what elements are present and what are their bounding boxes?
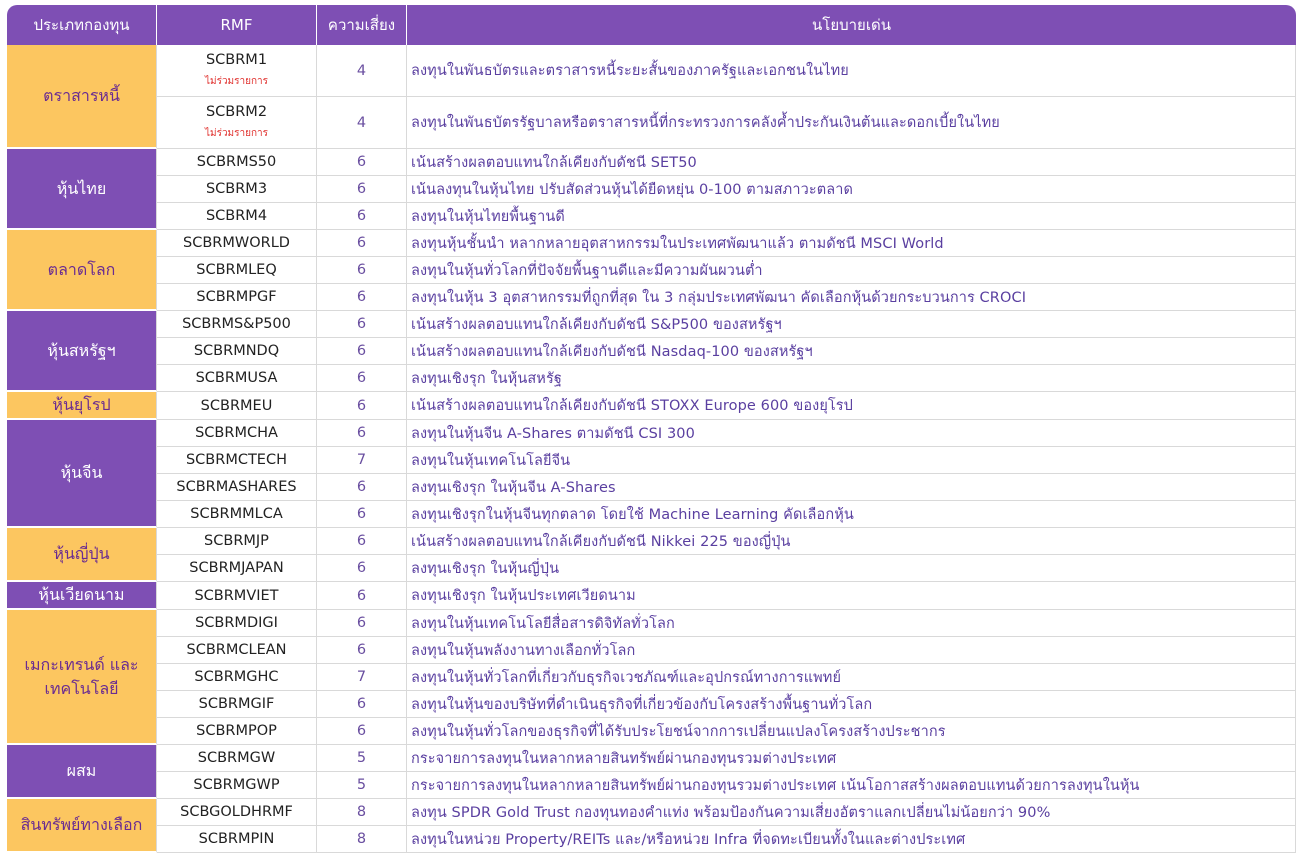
table-row xyxy=(7,284,1296,311)
fund-code: SCBRMCTECH xyxy=(185,452,288,468)
category-cell: หุ้นยุโรป xyxy=(7,392,157,420)
fund-code: SCBRM4 xyxy=(205,208,268,224)
fund-code-cell xyxy=(157,45,317,97)
policy-cell: ลงทุนในหุ้นทั่วโลกที่เกี่ยวกับธุรกิจเวชภัณฑ์และอุปกรณ์ทางการแพทย์ xyxy=(407,664,1296,691)
policy-cell: ลงทุนเชิงรุก ในหุ้นสหรัฐ xyxy=(407,365,1296,392)
policy-cell: เน้นสร้างผลตอบแทนใกล้เคียงกับดัชนี S&P500 ของสหรัฐฯ xyxy=(407,311,1296,338)
risk-level-cell: 6 xyxy=(317,582,407,610)
risk-level-cell: 6 xyxy=(317,392,407,420)
policy-cell: เน้นสร้างผลตอบแทนใกล้เคียงกับดัชนี SET50 xyxy=(407,149,1296,176)
fund-code-cell xyxy=(157,257,317,284)
risk-level-cell: 6 xyxy=(317,718,407,745)
policy-cell: ลงทุนในหุ้นพลังงานทางเลือกทั่วโลก xyxy=(407,637,1296,664)
table-row xyxy=(7,582,1296,610)
category-cell: ตราสารหนี้ xyxy=(7,45,157,149)
risk-level-cell: 4 xyxy=(317,45,407,97)
policy-cell: ลงทุนในหุ้นไทยพื้นฐานดี xyxy=(407,203,1296,230)
table-row xyxy=(7,555,1296,582)
fund-code-cell xyxy=(157,203,317,230)
fund-code-cell xyxy=(157,582,317,610)
fund-code: SCBRMWORLD xyxy=(183,235,290,251)
risk-level-cell: 8 xyxy=(317,826,407,853)
policy-cell: เน้นลงทุนในหุ้นไทย ปรับสัดส่วนหุ้นได้ยืดหยุ่น 0-100 ตามสภาวะตลาด xyxy=(407,176,1296,203)
policy-cell: กระจายการลงทุนในหลากหลายสินทรัพย์ผ่านกองทุนรวมต่างประเทศ เน้นโอกาสสร้างผลตอบแทนด้วยการลงทุนในหุ้น xyxy=(407,772,1296,799)
policy-cell: ลงทุนในพันธบัตรและตราสารหนี้ระยะสั้นของภาครัฐและเอกชนในไทย xyxy=(407,45,1296,97)
risk-level-cell: 6 xyxy=(317,501,407,528)
policy-cell: เน้นสร้างผลตอบแทนใกล้เคียงกับดัชนี Nikkei 225 ของญี่ปุ่น xyxy=(407,528,1296,555)
header-category: ประเภทกองทุน xyxy=(7,5,157,45)
policy-cell: ลงทุนในพันธบัตรรัฐบาลหรือตราสารหนี้ที่กระทรวงการคลังค้ำประกันเงินต้นและดอกเบี้ยในไทย xyxy=(407,97,1296,149)
table-header-row xyxy=(7,5,1296,45)
policy-cell: ลงทุนในหุ้นทั่วโลกที่ปัจจัยพื้นฐานดีและมีความผันผวนต่ำ xyxy=(407,257,1296,284)
table-row xyxy=(7,257,1296,284)
fund-code: SCBRMGW xyxy=(197,750,276,766)
rmf-fund-table xyxy=(7,5,1296,853)
fund-code: SCBRMNDQ xyxy=(193,343,280,359)
table-row xyxy=(7,230,1296,257)
policy-cell: ลงทุนในหน่วย Property/REITs และ/หรือหน่วย Infra ที่จดทะเบียนทั้งในและต่างประเทศ xyxy=(407,826,1296,853)
policy-cell: ลงทุนหุ้นชั้นนำ หลากหลายอุตสาหกรรมในประเทศพัฒนาแล้ว ตามดัชนี MSCI World xyxy=(407,230,1296,257)
risk-level-cell: 6 xyxy=(317,691,407,718)
table-row xyxy=(7,637,1296,664)
risk-level-cell: 6 xyxy=(317,338,407,365)
policy-cell: ลงทุนเชิงรุก ในหุ้นจีน A-Shares xyxy=(407,474,1296,501)
fund-code: SCBRMCLEAN xyxy=(186,642,287,658)
policy-cell: ลงทุนเชิงรุกในหุ้นจีนทุกตลาด โดยใช้ Machine Learning คัดเลือกหุ้น xyxy=(407,501,1296,528)
table-row xyxy=(7,772,1296,799)
fund-code-cell xyxy=(157,691,317,718)
table-row xyxy=(7,799,1296,826)
table-row xyxy=(7,392,1296,420)
category-cell: เมกะเทรนด์ และเทคโนโลยี xyxy=(7,610,157,745)
fund-code: SCBRMUSA xyxy=(195,370,278,386)
fund-code-cell xyxy=(157,284,317,311)
header-policy: นโยบายเด่น xyxy=(407,5,1296,45)
risk-level-cell: 6 xyxy=(317,365,407,392)
table-row xyxy=(7,528,1296,555)
table-row xyxy=(7,420,1296,447)
risk-level-cell: 6 xyxy=(317,176,407,203)
category-cell: หุ้นจีน xyxy=(7,420,157,528)
table-row xyxy=(7,203,1296,230)
fund-code: SCBRMEU xyxy=(200,397,273,414)
policy-cell: กระจายการลงทุนในหลากหลายสินทรัพย์ผ่านกองทุนรวมต่างประเทศ xyxy=(407,745,1296,772)
risk-level-cell: 6 xyxy=(317,555,407,582)
fund-code: SCBRMCHA xyxy=(195,425,278,441)
fund-code-cell xyxy=(157,338,317,365)
fund-code: SCBRMASHARES xyxy=(176,479,297,495)
category-cell: หุ้นไทย xyxy=(7,149,157,230)
category-cell: หุ้นสหรัฐฯ xyxy=(7,311,157,392)
risk-level-cell: 6 xyxy=(317,230,407,257)
fund-code: SCBRMVIET xyxy=(194,587,279,604)
risk-level-cell: 6 xyxy=(317,528,407,555)
fund-code: SCBRMGWP xyxy=(193,777,280,793)
table-row xyxy=(7,338,1296,365)
fund-code: SCBRMDIGI xyxy=(195,615,278,631)
policy-cell: ลงทุน SPDR Gold Trust กองทุนทองคำแท่ง พร้อมป้องกันความเสี่ยงอัตราแลกเปลี่ยนไม่น้อยกว่า 90% xyxy=(407,799,1296,826)
table-row xyxy=(7,745,1296,772)
table-row xyxy=(7,501,1296,528)
table-row xyxy=(7,97,1296,149)
fund-table-container xyxy=(7,5,1296,853)
category-cell: ผสม xyxy=(7,745,157,799)
category-cell: หุ้นญี่ปุ่น xyxy=(7,528,157,582)
policy-cell: เน้นสร้างผลตอบแทนใกล้เคียงกับดัชนี STOXX Europe 600 ของยุโรป xyxy=(407,392,1296,420)
fund-code-cell xyxy=(157,718,317,745)
risk-level-cell: 6 xyxy=(317,149,407,176)
table-row xyxy=(7,474,1296,501)
risk-level-cell: 8 xyxy=(317,799,407,826)
fund-code: SCBRMS50 xyxy=(196,154,277,170)
policy-cell: ลงทุนในหุ้นของบริษัทที่ดำเนินธุรกิจที่เกี่ยวข้องกับโครงสร้างพื้นฐานทั่วโลก xyxy=(407,691,1296,718)
fund-code: SCBRM3 xyxy=(205,181,268,197)
fund-code: SCBRMPIN xyxy=(198,831,275,847)
table-row xyxy=(7,45,1296,97)
fund-code: SCBRM2 xyxy=(205,103,268,120)
fund-code-cell xyxy=(157,311,317,338)
risk-level-cell: 6 xyxy=(317,257,407,284)
policy-cell: ลงทุนเชิงรุก ในหุ้นญี่ปุ่น xyxy=(407,555,1296,582)
table-row xyxy=(7,718,1296,745)
policy-cell: ลงทุนในหุ้นเทคโนโลยีสื่อสารดิจิทัลทั่วโลก xyxy=(407,610,1296,637)
table-row xyxy=(7,447,1296,474)
table-row xyxy=(7,176,1296,203)
table-row xyxy=(7,664,1296,691)
header-rmf: RMF xyxy=(157,5,317,45)
policy-cell: ลงทุนในหุ้นจีน A-Shares ตามดัชนี CSI 300 xyxy=(407,420,1296,447)
risk-level-cell: 6 xyxy=(317,203,407,230)
fund-code: SCBRMPOP xyxy=(196,723,277,739)
fund-code: SCBRMGHC xyxy=(194,669,279,685)
fund-code: SCBRMMLCA xyxy=(190,506,283,522)
table-row xyxy=(7,149,1296,176)
risk-level-cell: 7 xyxy=(317,664,407,691)
fund-code-cell xyxy=(157,555,317,582)
table-row xyxy=(7,691,1296,718)
fund-code-cell xyxy=(157,97,317,149)
policy-cell: ลงทุนในหุ้นเทคโนโลยีจีน xyxy=(407,447,1296,474)
fund-code: SCBRMJP xyxy=(204,533,269,549)
fund-code-cell xyxy=(157,392,317,420)
policy-cell: ลงทุนในหุ้นทั่วโลกของธุรกิจที่ได้รับประโยชน์จากการเปลี่ยนแปลงโครงสร้างประชากร xyxy=(407,718,1296,745)
risk-level-cell: 4 xyxy=(317,97,407,149)
policy-cell: ลงทุนในหุ้น 3 อุตสาหกรรมที่ถูกที่สุด ใน 3 กลุ่มประเทศพัฒนา คัดเลือกหุ้นด้วยกระบวนการ CROCI xyxy=(407,284,1296,311)
risk-level-cell: 6 xyxy=(317,610,407,637)
table-row xyxy=(7,610,1296,637)
fund-code-cell xyxy=(157,420,317,447)
fund-code: SCBRMS&P500 xyxy=(182,316,291,332)
risk-level-cell: 6 xyxy=(317,420,407,447)
fund-code-cell xyxy=(157,826,317,853)
fund-code-cell xyxy=(157,799,317,826)
not-participating-note: ไม่ร่วมรายการ xyxy=(204,75,269,87)
category-cell: หุ้นเวียดนาม xyxy=(7,582,157,610)
fund-code-cell xyxy=(157,664,317,691)
fund-code-cell xyxy=(157,501,317,528)
fund-code: SCBRMJAPAN xyxy=(189,560,284,576)
fund-code: SCBGOLDHRMF xyxy=(180,804,293,820)
fund-code-cell xyxy=(157,149,317,176)
fund-code: SCBRMGIF xyxy=(198,696,275,712)
fund-code-cell xyxy=(157,772,317,799)
table-body xyxy=(7,45,1296,853)
risk-level-cell: 7 xyxy=(317,447,407,474)
fund-code-cell xyxy=(157,637,317,664)
table-row xyxy=(7,826,1296,853)
table-row xyxy=(7,311,1296,338)
policy-cell: ลงทุนเชิงรุก ในหุ้นประเทศเวียดนาม xyxy=(407,582,1296,610)
fund-code-cell xyxy=(157,365,317,392)
category-cell: สินทรัพย์ทางเลือก xyxy=(7,799,157,853)
risk-level-cell: 6 xyxy=(317,311,407,338)
fund-code: SCBRM1 xyxy=(205,51,268,68)
policy-cell: เน้นสร้างผลตอบแทนใกล้เคียงกับดัชนี Nasdaq-100 ของสหรัฐฯ xyxy=(407,338,1296,365)
fund-code-cell xyxy=(157,745,317,772)
risk-level-cell: 5 xyxy=(317,772,407,799)
category-cell: ตลาดโลก xyxy=(7,230,157,311)
risk-level-cell: 6 xyxy=(317,284,407,311)
not-participating-note: ไม่ร่วมรายการ xyxy=(204,127,269,139)
risk-level-cell: 6 xyxy=(317,474,407,501)
fund-code: SCBRMLEQ xyxy=(196,262,277,278)
risk-level-cell: 6 xyxy=(317,637,407,664)
fund-code-cell xyxy=(157,474,317,501)
risk-level-cell: 5 xyxy=(317,745,407,772)
fund-code-cell xyxy=(157,230,317,257)
fund-code: SCBRMPGF xyxy=(196,289,277,305)
fund-code-cell xyxy=(157,447,317,474)
fund-code-cell xyxy=(157,176,317,203)
fund-code-cell xyxy=(157,528,317,555)
header-risk: ความเสี่ยง xyxy=(317,5,407,45)
table-row xyxy=(7,365,1296,392)
fund-code-cell xyxy=(157,610,317,637)
